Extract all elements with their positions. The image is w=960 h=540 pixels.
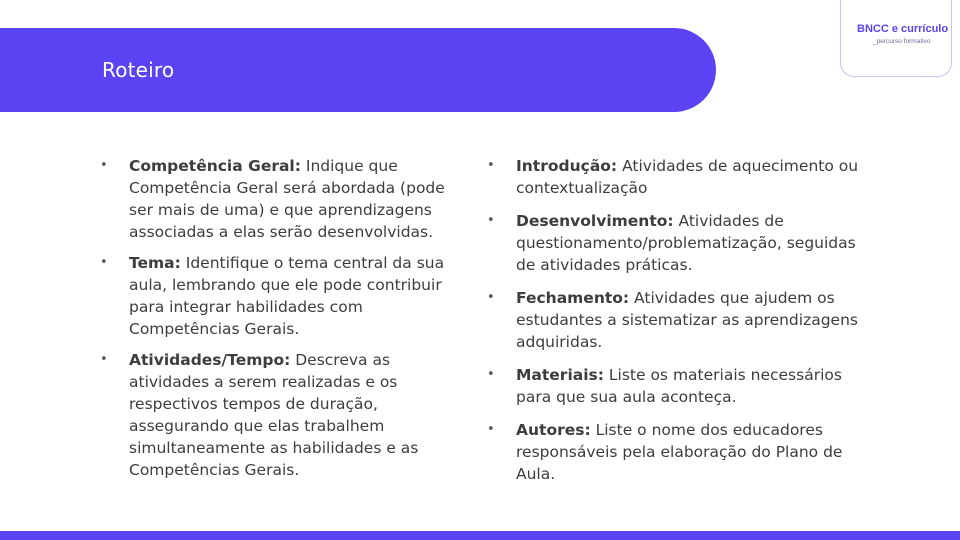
- item-term: Atividades/Tempo:: [129, 351, 291, 369]
- logo-badge: [840, 0, 952, 77]
- item-term: Fechamento:: [516, 289, 630, 307]
- left-column: [100, 155, 470, 490]
- list-item: [487, 419, 867, 485]
- bullet-icon: •: [487, 158, 495, 173]
- bullet-icon: •: [100, 352, 108, 367]
- bullet-icon: •: [100, 255, 108, 270]
- right-column: [487, 155, 867, 496]
- item-term: Autores:: [516, 421, 591, 439]
- item-text: Descreva as atividades a serem realizadas e os respectivos tempos de duração, assegurando que elas trabalhem simultaneamente as habilidades e as Competências Gerais.: [129, 351, 419, 479]
- page-title: Roteiro: [102, 58, 175, 82]
- item-text: Liste o nome dos educadores responsáveis pela elaboração do Plano de Aula.: [516, 421, 843, 483]
- item-text: Indique que Competência Geral será abordada (pode ser mais de uma) e que aprendizagens associadas a elas serão desenvolvidas.: [129, 157, 445, 241]
- bullet-icon: •: [487, 367, 495, 382]
- item-term: Desenvolvimento:: [516, 212, 674, 230]
- item-text: Identifique o tema central da sua aula, lembrando que ele pode contribuir para integrar habilidades com Competências Gerais.: [129, 254, 445, 338]
- bullet-icon: •: [487, 213, 495, 228]
- item-text: Liste os materiais necessários para que sua aula aconteça.: [516, 366, 842, 406]
- logo-tagline: _percurso formativo: [873, 38, 931, 45]
- list-item: [487, 287, 867, 353]
- item-text: Atividades de questionamento/problematização, seguidas de atividades práticas.: [516, 212, 856, 274]
- item-term: Materiais:: [516, 366, 604, 384]
- list-item: [100, 252, 470, 340]
- footer-bar: [0, 531, 960, 540]
- item-term: Tema:: [129, 254, 181, 272]
- bullet-icon: •: [100, 158, 108, 173]
- list-item: [487, 155, 867, 199]
- list-item: [100, 349, 470, 481]
- list-item: [487, 364, 867, 408]
- list-item: [100, 155, 470, 243]
- bullet-icon: •: [487, 290, 495, 305]
- item-text: Atividades de aquecimento ou contextualização: [516, 157, 859, 197]
- list-item: [487, 210, 867, 276]
- item-term: Competência Geral:: [129, 157, 301, 175]
- logo-name: BNCC e currículo: [857, 23, 949, 35]
- bullet-icon: •: [487, 422, 495, 437]
- item-term: Introdução:: [516, 157, 618, 175]
- item-text: Atividades que ajudem os estudantes a sistematizar as aprendizagens adquiridas.: [516, 289, 858, 351]
